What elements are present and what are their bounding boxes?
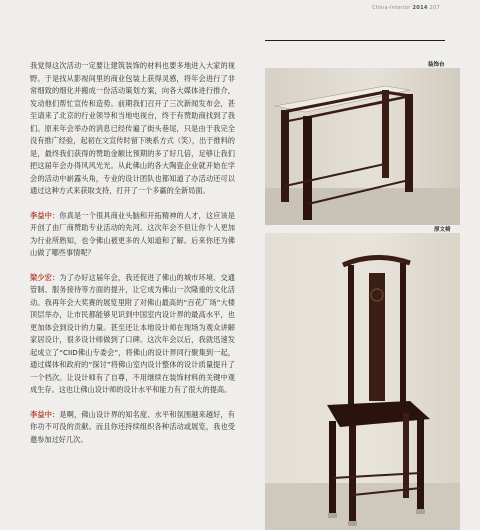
answer-1 [30,272,235,397]
question-2 [30,409,235,447]
chair-photo-label: 厚文椅 [434,227,451,233]
table-photo-label: 装饰台 [428,62,445,68]
chair-photo [265,233,460,530]
page-number: 207 [429,5,440,11]
answer-1-text: 为了办好这届年会，我还促进了佛山的城市环境、交通管制、服务接待等方面的提升，让它成为佛山一次隆重的文化活动。我再年会大奖赛的展览里附了对佛山最高的“百花广场”大楼顶层举办，让市民都能够见识到中国室内设计界的最高水平，也更加体会到设计的力量。甚至还让本地设计师在现场为观众讲解家居设计，很多设计师做到了口碑。这次年会以后，我就迅速发起成立了“CIID佛山专委会”，将佛山的设计界同行聚集到一起，通过媒体和政府的“探讨”将佛山室内设计整体的设计质量提升了一个档次。让设计师有了自尊，不用继续在装饰材料的关键中观成生存。这也让佛山设计师的设计水平和能力有了很大的提高。 [30,272,235,394]
header-rule [265,40,445,41]
issue-year: 2014 [412,5,428,11]
console-table-illustration [265,68,460,225]
question-1-text: 你真是一个很具商业头脑和开拓精神的人才，这应该是开创了由厂商赞助专业活动的先河。这次年会不但让你个人更加为行业所熟知，也令佛山被更多的人知道和了解。后来你还为佛山做了哪些事情呢？ [30,210,235,257]
speaker-label: 梁少宏： [30,272,60,282]
article-body [30,60,235,458]
console-table-photo [265,68,460,225]
question-2-text: 是啊，佛山设计界的知名度、水平和氛围越来越好，有你功不可没的贡献。而且你还持续组织各种活动或展览，我也受邀参加过好几次。 [30,409,235,444]
intro-paragraph [30,60,235,198]
page-header [372,5,440,11]
speaker-label: 李益中： [30,409,60,419]
chair-illustration [265,233,460,530]
question-1 [30,210,235,260]
intro-text: 我觉得这次活动一定要让建筑装饰的材料也要多地进入大家的视野。于是找从影视间里的商业包装上获得灵感，将年会进行了非常细致的细化并搬成一份活动策划方案，向各大媒体进行推介，发动他们帮忙宣传和造势。前期我们召开了三次新闻发布会，甚至请来了北京的行业领导和当地电视台，终于有赞助商找到了我们。原来年会举办的消息已经传遍了街头巷尾，只是由于我完全没有推广经验，起初在文宣传时留下映系方式（笑），出于推料的是，最终我们获得的赞助金额比预期的多了好几倍，足够让我们把这届年会办得风风光光。从此佛山的各大陶瓷企业就开始在学会的活动中崭露头角，专业的设计团队也都知道了办活动还可以通过这种方式来获取支持，打开了一个多赢的全新局面。 [30,61,235,195]
magazine-name: China-Interior [372,5,411,11]
speaker-label: 李益中： [30,210,60,220]
